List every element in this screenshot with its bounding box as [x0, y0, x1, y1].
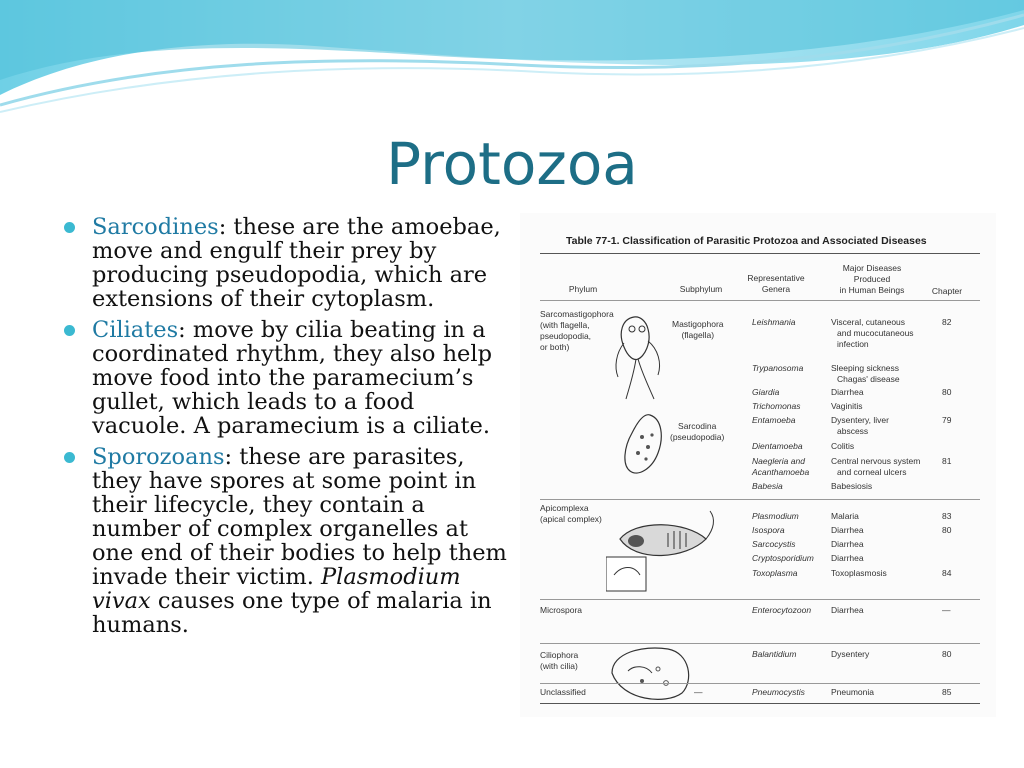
phylum-line: Microspora — [540, 605, 583, 615]
chapter-cell: 84 — [942, 568, 952, 578]
disease-cell — [831, 441, 854, 452]
header-diseases-line: in Human Beings — [839, 285, 905, 295]
phylum-line: Apicomplexa — [540, 503, 589, 513]
table-rule-unclassified — [540, 683, 980, 684]
phylum-line: (with cilia) — [540, 661, 578, 671]
phylum-microspora — [540, 605, 582, 616]
disease-cell — [831, 649, 869, 660]
species-name: Plasmodium vivax — [92, 564, 461, 614]
genus-cell — [752, 687, 805, 698]
genus-line: Plasmodium — [752, 511, 799, 521]
genus-cell — [752, 456, 809, 478]
genus-line: Pneumocystis — [752, 687, 805, 697]
phylum-ciliophora — [540, 650, 578, 672]
genus-line: Trypanosoma — [752, 363, 804, 373]
header-chapter: Chapter — [931, 286, 963, 296]
disease-cell — [831, 539, 864, 550]
table-rule-microspora — [540, 599, 980, 600]
bullet-text: : these are parasites, they have spores at some point in their lifecycle, they contain a number of complex organelles at one end of their bodies to help them invade their victim. — [92, 444, 507, 590]
balantidium-drawing-icon — [602, 641, 698, 705]
table-rule-top — [540, 253, 980, 254]
genus-line: Enterocytozoon — [752, 605, 812, 615]
phylum-unclassified — [540, 687, 586, 698]
table-rule-ciliophora — [540, 643, 980, 644]
genus-line: Naegleria and — [752, 456, 805, 466]
table-rule-bottom — [540, 703, 980, 704]
wave-banner — [0, 0, 1024, 130]
table-caption: Table 77-1. Classification of Parasitic Protozoa and Associated Diseases — [566, 235, 927, 247]
chapter-cell: 80 — [942, 525, 952, 535]
disease-line: Pneumonia — [831, 687, 875, 697]
disease-line: Sleeping sickness — [831, 363, 900, 373]
genus-cell — [752, 387, 779, 398]
bullet-text-tail: causes one type of malaria in humans. — [92, 588, 492, 638]
disease-cell — [831, 511, 859, 522]
genus-cell — [752, 317, 795, 328]
disease-line: Malaria — [831, 511, 859, 521]
disease-line: Colitis — [831, 441, 855, 451]
bullet-text: : move by cilia beating in a coordinated rhythm, they also help move food into the paramecium’s gullet, which leads to a food vacuole. A paramecium is a ciliate. — [92, 317, 492, 439]
bullet-dot-icon — [64, 325, 75, 336]
bullet-sarcodines — [62, 215, 507, 311]
bullet-dot-icon — [64, 452, 75, 463]
disease-line: Babesiosis — [831, 481, 873, 491]
disease-line: Central nervous system — [831, 456, 921, 466]
genus-line: Giardia — [752, 387, 780, 397]
disease-line: Diarrhea — [831, 553, 864, 563]
subphylum-line: Mastigophora — [672, 319, 724, 329]
subphylum-mastigophora — [672, 319, 724, 341]
amoeba-drawing-icon — [620, 411, 670, 481]
disease-cell — [831, 363, 900, 385]
chapter-cell: 85 — [942, 687, 952, 697]
header-genera-line: Representative — [747, 273, 805, 283]
chapter-cell: — — [942, 605, 951, 615]
genus-cell — [752, 415, 795, 426]
chapter-cell: 83 — [942, 511, 952, 521]
disease-cell — [831, 525, 864, 536]
disease-line: Diarrhea — [831, 539, 864, 549]
chapter-cell: 82 — [942, 317, 952, 327]
header-subphylum: Subphylum — [679, 284, 723, 294]
header-genera — [736, 273, 816, 295]
bullet-sporozoans — [62, 445, 507, 637]
genus-cell — [752, 605, 811, 616]
disease-cell — [831, 687, 874, 698]
giardia-drawing-icon — [612, 313, 672, 403]
chapter-cell: 79 — [942, 415, 952, 425]
genus-cell — [752, 649, 796, 660]
phylum-line: or both) — [540, 342, 570, 352]
genus-cell — [752, 363, 803, 374]
chapter-cell: 80 — [942, 649, 952, 659]
genus-line: Toxoplasma — [752, 568, 798, 578]
phylum-line: Unclassified — [540, 687, 586, 697]
genus-cell — [752, 553, 814, 564]
bullet-list — [62, 215, 507, 644]
genus-line: Cryptosporidium — [752, 553, 814, 563]
header-diseases-line: Major Diseases — [842, 263, 902, 273]
genus-line: Acanthamoeba — [752, 467, 810, 477]
disease-line: abscess — [837, 426, 869, 436]
header-diseases-line: Produced — [853, 274, 891, 284]
genus-line: Leishmania — [752, 317, 796, 327]
disease-line: and mucocutaneous — [837, 328, 914, 338]
genus-cell — [752, 481, 783, 492]
genus-line: Sarcocystis — [752, 539, 796, 549]
disease-line: and corneal ulcers — [837, 467, 907, 477]
term-label: Sarcodines — [92, 214, 219, 240]
phylum-apicomplexa — [540, 503, 602, 525]
bullet-ciliates — [62, 318, 507, 438]
phylum-line: (with flagella, — [540, 320, 590, 330]
subphylum-sarcodina — [670, 421, 724, 443]
disease-cell — [831, 317, 914, 350]
genus-cell — [752, 401, 801, 412]
disease-line: Diarrhea — [831, 605, 864, 615]
sporozoite-drawing-icon — [606, 509, 716, 593]
disease-line: Vaginitis — [831, 401, 863, 411]
phylum-line: pseudopodia, — [540, 331, 592, 341]
genus-cell — [752, 568, 798, 579]
chapter-cell: 80 — [942, 387, 952, 397]
classification-table-figure — [520, 213, 996, 717]
header-genera-line: Genera — [761, 284, 791, 294]
chapter-cell: 81 — [942, 456, 952, 466]
disease-cell — [831, 481, 872, 492]
disease-line: Visceral, cutaneous — [831, 317, 906, 327]
disease-line: Diarrhea — [831, 525, 864, 535]
disease-line: Dysentery, liver — [831, 415, 889, 425]
genus-cell — [752, 441, 803, 452]
genus-cell — [752, 511, 799, 522]
bullet-dot-icon — [64, 222, 75, 233]
disease-line: Chagas' disease — [837, 374, 900, 384]
disease-cell — [831, 568, 887, 579]
header-diseases — [826, 263, 918, 296]
genus-line: Entamoeba — [752, 415, 796, 425]
disease-cell — [831, 456, 920, 478]
genus-line: Trichomonas — [752, 401, 801, 411]
subphylum-line: Sarcodina — [678, 421, 717, 431]
phylum-sarcomastigophora — [540, 309, 614, 353]
subphylum-unclassified-dash: — — [694, 687, 703, 697]
table-rule-apicomplexa — [540, 499, 980, 500]
disease-line: Toxoplasmosis — [831, 568, 887, 578]
disease-line: Diarrhea — [831, 387, 864, 397]
phylum-line: Ciliophora — [540, 650, 579, 660]
genus-line: Isospora — [752, 525, 785, 535]
header-phylum: Phylum — [568, 284, 598, 294]
genus-cell — [752, 525, 785, 536]
disease-cell — [831, 401, 863, 412]
genus-line: Dientamoeba — [752, 441, 803, 451]
term-label: Ciliates — [92, 317, 179, 343]
disease-cell — [831, 415, 889, 437]
phylum-line: (apical complex) — [540, 514, 602, 524]
term-label: Sporozoans — [92, 444, 225, 470]
genus-line: Balantidium — [752, 649, 797, 659]
slide-title: Protozoa — [386, 130, 638, 198]
subphylum-line: (pseudopodia) — [670, 432, 725, 442]
genus-cell — [752, 539, 795, 550]
disease-cell — [831, 387, 864, 398]
disease-cell — [831, 553, 864, 564]
disease-line: infection — [837, 339, 869, 349]
table-rule-header — [540, 300, 980, 301]
subphylum-line: (flagella) — [681, 330, 715, 340]
phylum-line: Sarcomastigophora — [540, 309, 614, 319]
disease-cell — [831, 605, 864, 616]
bullet-text: : these are the amoebae, move and engulf their prey by producing pseudopodia, which are extensions of their cytoplasm. — [92, 214, 501, 312]
disease-line: Dysentery — [831, 649, 870, 659]
genus-line: Babesia — [752, 481, 783, 491]
